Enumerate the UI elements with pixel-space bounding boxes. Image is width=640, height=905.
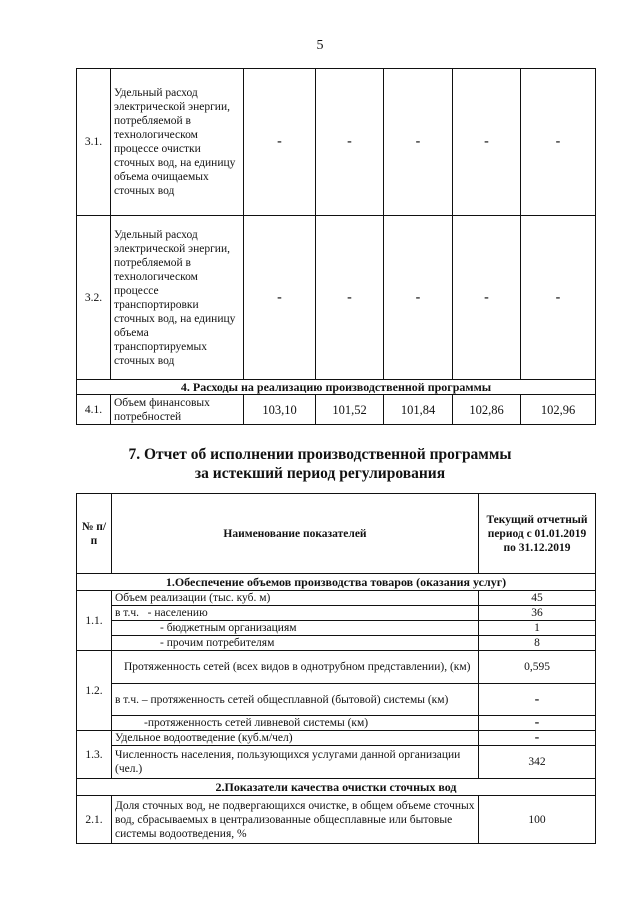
indicator-name	[112, 606, 479, 621]
indicator-name: Удельный расход электрической энергии, потребляемой в технологическом процессе очистки сточных вод, на единицу объема очищаемых сточных вод	[111, 69, 244, 216]
section-title: 2.Показатели качества очистки сточных вод	[77, 779, 596, 796]
value-cell: -	[244, 216, 316, 380]
value-cell: 103,10	[244, 395, 316, 425]
table-row	[77, 216, 596, 380]
value-cell: -	[521, 69, 596, 216]
section-header-row	[77, 574, 596, 591]
indicator-name: Объем реализации (тыс. куб. м)	[112, 591, 479, 606]
indicator-name: Доля сточных вод, не подвергающихся очистке, в общем объеме сточных вод, сбрасываемых в централизованные общесплавные или бытовые системы водоотведения, %	[112, 796, 479, 844]
value-cell: 0,595	[479, 651, 596, 684]
table-row	[77, 796, 596, 844]
header-row	[77, 494, 596, 574]
value-cell: -	[384, 69, 453, 216]
indicator-name: -протяженность сетей ливневой системы (км)	[112, 716, 479, 731]
value-cell: -	[384, 216, 453, 380]
header-name: Наименование показателей	[112, 494, 479, 574]
indicator-name: Удельный расход электрической энергии, потребляемой в технологическом процессе транспортировки сточных вод, на единицу объема транспортируемых сточных вод	[111, 216, 244, 380]
section-header-row	[77, 380, 596, 395]
value-cell: 102,86	[453, 395, 521, 425]
indicator-name: в т.ч. – протяженность сетей общесплавной (бытовой) системы (км)	[112, 684, 479, 716]
row-number: 1.3.	[77, 731, 112, 779]
value-cell: 8	[479, 636, 596, 651]
header-number: № п/п	[77, 494, 112, 574]
table-row	[77, 746, 596, 779]
table-row	[77, 684, 596, 716]
value-cell: -	[316, 216, 384, 380]
indicator-name: Протяженность сетей (всех видов в однотрубном представлении), (км)	[112, 651, 479, 684]
indicator-text: - населению	[147, 607, 208, 619]
report-title-line2: за истекший период регулирования	[194, 465, 446, 482]
table-row	[77, 651, 596, 684]
report-table	[76, 493, 596, 844]
value-cell: 36	[479, 606, 596, 621]
row-number: 1.2.	[77, 651, 112, 731]
section-title: 1.Обеспечение объемов производства товаров (оказания услуг)	[77, 574, 596, 591]
value-cell: -	[453, 216, 521, 380]
value-cell: -	[479, 684, 596, 716]
table-row	[77, 621, 596, 636]
indicator-name: Объем финансовых потребностей	[111, 395, 244, 425]
report-title-line1: 7. Отчет об исполнении производственной программы	[128, 446, 512, 463]
table-row	[77, 636, 596, 651]
indicator-name: Численность населения, пользующихся услугами данной организации (чел.)	[112, 746, 479, 779]
table-row	[77, 716, 596, 731]
value-cell: 100	[479, 796, 596, 844]
value-cell: 342	[479, 746, 596, 779]
row-number: 3.2.	[77, 216, 111, 380]
table-row	[77, 591, 596, 606]
program-indicators-table	[76, 68, 596, 425]
value-cell: 101,84	[384, 395, 453, 425]
table-row	[77, 395, 596, 425]
value-cell: -	[453, 69, 521, 216]
table-row	[77, 731, 596, 746]
table-row	[77, 69, 596, 216]
value-cell: 1	[479, 621, 596, 636]
row-number: 2.1.	[77, 796, 112, 844]
value-cell: 102,96	[521, 395, 596, 425]
value-cell: -	[479, 716, 596, 731]
prefix-label: в т.ч.	[115, 607, 139, 619]
indicator-name: - бюджетным организациям	[112, 621, 479, 636]
value-cell: -	[244, 69, 316, 216]
row-number: 1.1.	[77, 591, 112, 651]
row-number: 3.1.	[77, 69, 111, 216]
indicator-name: - прочим потребителям	[112, 636, 479, 651]
value-cell: 101,52	[316, 395, 384, 425]
value-cell: -	[479, 731, 596, 746]
page-number: 5	[316, 38, 324, 53]
indicator-name: Удельное водоотведение (куб.м/чел)	[112, 731, 479, 746]
section-header-row	[77, 779, 596, 796]
row-number: 4.1.	[77, 395, 111, 425]
value-cell: -	[316, 69, 384, 216]
header-period: Текущий отчетный период с 01.01.2019 по 31.12.2019	[479, 494, 596, 574]
table-row	[77, 606, 596, 621]
section-title: 4. Расходы на реализацию производственной программы	[77, 380, 596, 395]
value-cell: -	[521, 216, 596, 380]
value-cell: 45	[479, 591, 596, 606]
